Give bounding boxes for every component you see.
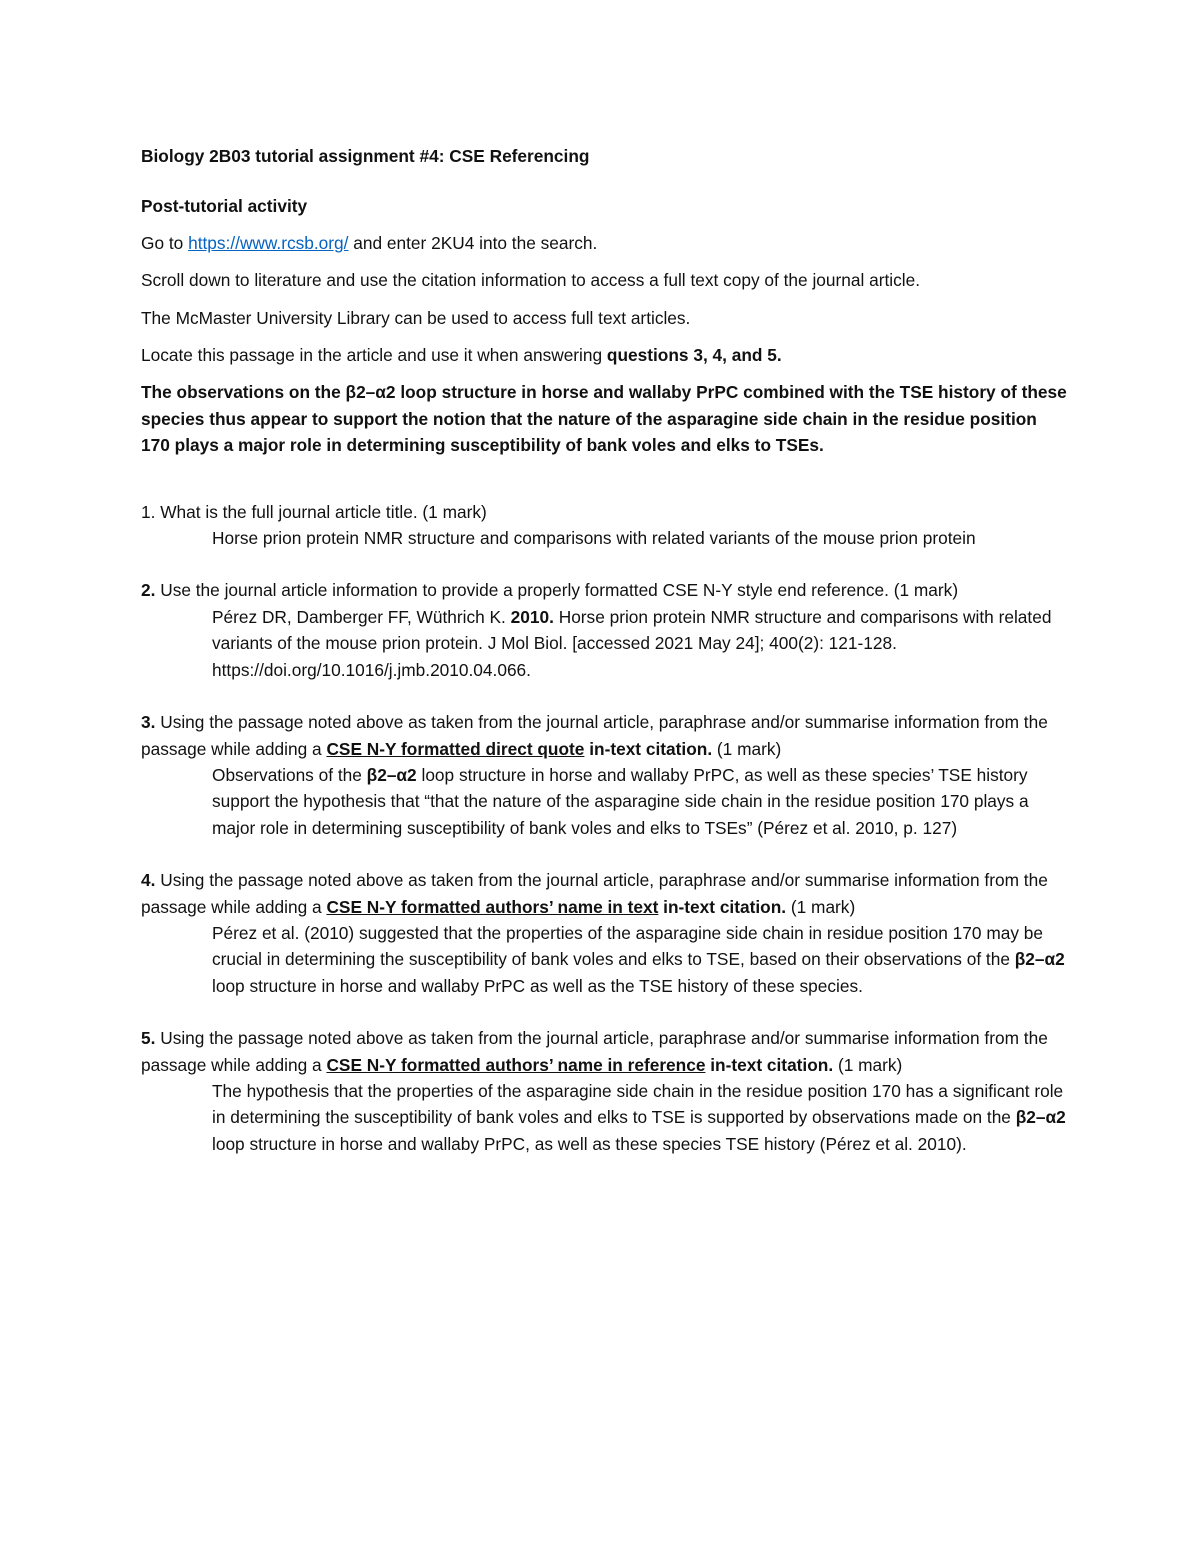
instruction-go-to: Go to https://www.rcsb.org/ and enter 2KU4 into the search.: [141, 232, 598, 253]
question-4-text: 4. Using the passage noted above as taken from the journal article, paraphrase and/or summarise information from the passage while adding a CSE N-Y formatted authors’ name in text in-text citation. (1 mark): [141, 870, 1048, 917]
rcsb-link[interactable]: https://www.rcsb.org/: [188, 232, 349, 253]
question-2: [141, 577, 1070, 683]
question-5-text: 5. Using the passage noted above as taken from the journal article, paraphrase and/or summarise information from the passage while adding a CSE N-Y formatted authors’ name in reference in-text citation. (1 mark): [141, 1028, 1048, 1075]
instruction-library: The McMaster University Library can be used to access full text articles.: [141, 307, 691, 328]
question-4-answer: Pérez et al. (2010) suggested that the properties of the asparagine side chain in residue position 170 may be crucial in determining the susceptibility of bank voles and elks to TSE, based on their observations of the β2–α2 loop structure in horse and wallaby PrPC as well as the TSE history of these species.: [212, 922, 1065, 996]
question-1-answer: Horse prion protein NMR structure and comparisons with related variants of the mouse prion protein: [212, 528, 976, 549]
question-3: [141, 709, 1070, 841]
question-2-answer: Pérez DR, Damberger FF, Wüthrich K. 2010. Horse prion protein NMR structure and comparisons with related variants of the mouse prion protein. J Mol Biol. [accessed 2021 May 24]; 400(2): 121-128. https://doi.org/10.1016/j.jmb.2010.04.066.: [212, 606, 1052, 680]
question-3-text: 3. Using the passage noted above as taken from the journal article, paraphrase and/or summarise information from the passage while adding a CSE N-Y formatted direct quote in-text citation. (1 mark): [141, 712, 1048, 759]
question-1: [141, 499, 1070, 552]
question-1-text: 1. What is the full journal article title. (1 mark): [141, 501, 487, 522]
document-title: Biology 2B03 tutorial assignment #4: CSE Referencing: [141, 146, 590, 166]
question-4: [141, 867, 1070, 999]
instruction-scroll: Scroll down to literature and use the citation information to access a full text copy of the journal article.: [141, 270, 921, 291]
section-subtitle: Post-tutorial activity: [141, 196, 308, 217]
question-2-text: 2. Use the journal article information to provide a properly formatted CSE N-Y style end reference. (1 mark): [141, 580, 959, 601]
quoted-passage: The observations on the β2–α2 loop structure in horse and wallaby PrPC combined with the TSE history of these species thus appear to support the notion that the nature of the asparagine side chain in the residue position 170 plays a major role in determining susceptibility of bank voles and elks to TSEs.: [141, 382, 1067, 456]
instruction-locate: Locate this passage in the article and use it when answering questions 3, 4, and 5.: [141, 345, 782, 366]
question-3-answer: Observations of the β2–α2 loop structure in horse and wallaby PrPC, as well as these species’ TSE history support the hypothesis that “that the nature of the asparagine side chain in the residue position 170 plays a major role in determining susceptibility of bank voles and elks to TSEs” (Pérez et al. 2010, p. 127): [212, 764, 1029, 838]
question-5-answer: The hypothesis that the properties of the asparagine side chain in the residue position 170 has a significant role in determining the susceptibility of bank voles and elks to TSE is supported by observations made on the β2–α2 loop structure in horse and wallaby PrPC, as well as these species TSE history (Pérez et al. 2010).: [212, 1080, 1066, 1154]
question-5: [141, 1025, 1070, 1157]
